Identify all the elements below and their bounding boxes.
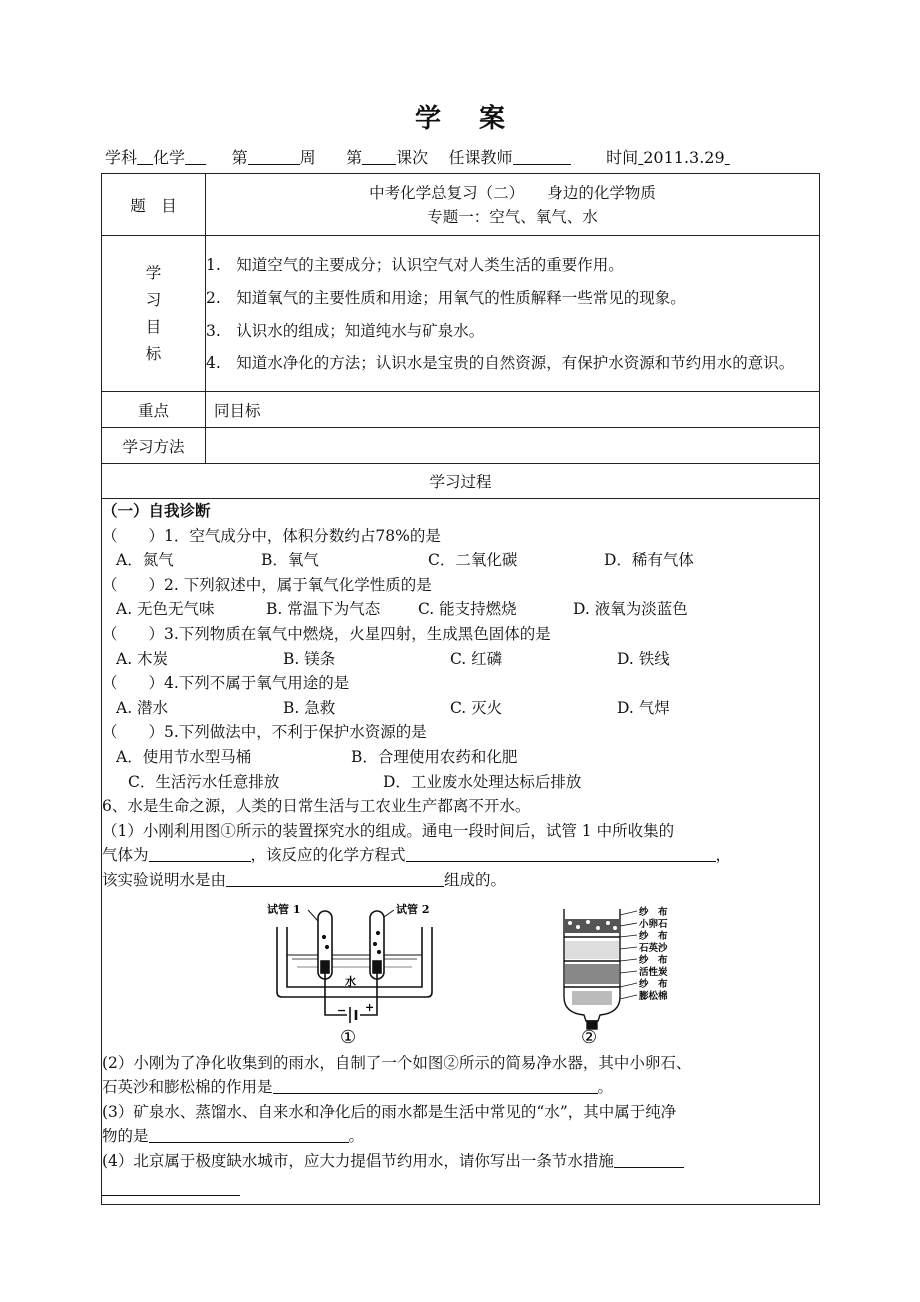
process-row bbox=[102, 499, 820, 1205]
filter-layer-label: 石英沙 bbox=[639, 942, 668, 954]
subject-value: 化学 bbox=[153, 148, 186, 167]
question-3-options bbox=[102, 647, 819, 672]
topic-line-1: 中考化学总复习（二） 身边的化学物质 bbox=[369, 183, 656, 202]
page-title: 学案 bbox=[414, 104, 543, 134]
filter-layer-label: 膨松棉 bbox=[639, 990, 668, 1002]
option[interactable]: C. 灭火 bbox=[450, 698, 503, 717]
option[interactable]: A. 无色无气味 bbox=[116, 600, 215, 619]
teacher-label: 任课教师 bbox=[448, 148, 513, 167]
option[interactable]: A．使用节水型马桶 bbox=[116, 747, 252, 766]
filter-layer-label: 小卵石 bbox=[639, 918, 668, 930]
answer-blank[interactable] bbox=[406, 845, 716, 862]
goal-item: 4. 知道水净化的方法；认识水是宝贵的自然资源，有保护水资源和节约用水的意识。 bbox=[206, 354, 795, 372]
answer-blank[interactable] bbox=[226, 870, 444, 887]
question-6-1-line-b: 气体为 ，该反应的化学方程式 ， bbox=[102, 846, 732, 865]
teacher-blank[interactable] bbox=[513, 148, 571, 165]
goal-item: 3. 认识水的组成；知道纯水与矿泉水。 bbox=[206, 322, 485, 340]
positive-terminal: + bbox=[365, 1000, 375, 1014]
answer-blank[interactable] bbox=[273, 1077, 598, 1094]
week-blank[interactable] bbox=[248, 148, 300, 165]
goals-label: 学 习 目 标 bbox=[102, 236, 206, 392]
option[interactable]: C. 能支持燃烧 bbox=[418, 600, 517, 619]
question-6-3-line-a: (3）矿泉水、蒸馏水、自来水和净化后的雨水都是生活中常见的“水”，其中属于纯净 bbox=[102, 1102, 677, 1121]
subject-label: 学科 bbox=[105, 148, 138, 167]
key-row bbox=[102, 392, 820, 428]
method-label: 学习方法 bbox=[102, 428, 206, 464]
figures-row bbox=[102, 897, 819, 1047]
lesson-suffix: 课次 bbox=[396, 148, 429, 167]
question-6-1-line-c: 该实验说明水是由 组成的。 bbox=[102, 870, 507, 889]
question-6-3-line-b: 物的是 。 bbox=[102, 1127, 365, 1146]
filter-layer-label: 纱 布 bbox=[639, 906, 668, 918]
option[interactable]: D. 液氧为淡蓝色 bbox=[573, 600, 688, 619]
goal-item: 2. 知道氧气的主要性质和用途；用氧气的性质解释一些常见的现象。 bbox=[206, 289, 686, 307]
process-head-row bbox=[102, 464, 820, 499]
filter-layer-label: 活性炭 bbox=[639, 966, 668, 978]
section-heading: （一）自我诊断 bbox=[102, 501, 211, 520]
goals-row bbox=[102, 236, 820, 392]
tube-2-label: 试管 2 bbox=[396, 902, 430, 916]
lesson-blank[interactable] bbox=[362, 148, 396, 165]
process-label: 学习过程 bbox=[102, 464, 820, 499]
option[interactable]: A．氮气 bbox=[116, 551, 174, 570]
header-info-line bbox=[105, 145, 825, 168]
tube-1-label: 试管 1 bbox=[267, 902, 301, 916]
process-cell bbox=[102, 499, 820, 1205]
figure-1-number: ① bbox=[340, 1026, 357, 1047]
option[interactable]: B. 急救 bbox=[283, 698, 336, 717]
question-2: （ ）2. 下列叙述中，属于氧气化学性质的是 bbox=[102, 575, 432, 594]
goals-cell bbox=[206, 236, 820, 392]
water-filter-apparatus bbox=[564, 909, 637, 1029]
question-6-1-line-a: （1）小刚利用图①所示的装置探究水的组成。通电一段时间后，试管 1 中所收集的 bbox=[102, 821, 675, 840]
lesson-plan-table bbox=[101, 173, 820, 1205]
time-label: 时间 bbox=[606, 148, 639, 167]
question-5-options-cd bbox=[102, 770, 819, 795]
option[interactable]: B．氧气 bbox=[261, 551, 319, 570]
topic-line-2: 专题一：空气、氧气、水 bbox=[427, 207, 598, 226]
lesson-prefix: 第 bbox=[346, 148, 363, 167]
week-prefix: 第 bbox=[231, 148, 248, 167]
method-value[interactable] bbox=[206, 428, 820, 464]
question-5-options-ab bbox=[102, 745, 819, 770]
filter-layer-label: 纱 布 bbox=[639, 954, 668, 966]
water-label: 水 bbox=[345, 974, 356, 988]
question-4: （ ）4.下列不属于氧气用途的是 bbox=[102, 674, 350, 693]
question-1-options bbox=[102, 548, 819, 573]
electrolysis-apparatus bbox=[277, 910, 432, 1023]
filter-layer-label: 纱 布 bbox=[639, 978, 668, 990]
question-3: （ ）3.下列物质在氧气中燃烧，火星四射，生成黑色固体的是 bbox=[102, 624, 551, 643]
option[interactable]: B．合理使用农药和化肥 bbox=[351, 747, 518, 766]
option[interactable]: D. 铁线 bbox=[617, 649, 670, 668]
option[interactable]: C. 红磷 bbox=[450, 649, 503, 668]
question-6-2-line-b: 石英沙和膨松棉的作用是 。 bbox=[102, 1078, 614, 1097]
method-row bbox=[102, 428, 820, 464]
filter-layer-label: 纱 布 bbox=[639, 930, 668, 942]
key-value: 同目标 bbox=[206, 392, 820, 428]
option[interactable]: B. 常温下为气态 bbox=[266, 600, 381, 619]
question-6-4-line-b bbox=[102, 1177, 819, 1202]
option[interactable]: D. 气焊 bbox=[617, 698, 670, 717]
question-6-2-line-a: (2）小刚为了净化收集到的雨水，自制了一个如图②所示的简易净水器，其中小卵石、 bbox=[102, 1053, 692, 1072]
goal-item: 1. 知道空气的主要成分；认识空气对人类生活的重要作用。 bbox=[206, 256, 624, 274]
answer-blank[interactable] bbox=[149, 1126, 349, 1143]
topic-label: 题 目 bbox=[102, 174, 206, 236]
negative-terminal: − bbox=[337, 1003, 347, 1017]
answer-blank[interactable] bbox=[102, 1179, 240, 1196]
question-6: 6、水是生命之源，人类的日常生活与工农业生产都离不开水。 bbox=[102, 797, 531, 816]
figure-2-number: ② bbox=[581, 1026, 598, 1047]
option[interactable]: A. 木炭 bbox=[116, 649, 169, 668]
week-suffix: 周 bbox=[299, 148, 316, 167]
answer-blank[interactable] bbox=[149, 845, 251, 862]
question-2-options bbox=[102, 597, 819, 622]
answer-blank[interactable] bbox=[614, 1151, 684, 1168]
option[interactable]: B. 镁条 bbox=[283, 649, 336, 668]
question-4-options bbox=[102, 696, 819, 721]
option[interactable]: C．生活污水任意排放 bbox=[128, 772, 280, 791]
option[interactable]: C．二氧化碳 bbox=[428, 551, 518, 570]
key-label: 重点 bbox=[102, 392, 206, 428]
option[interactable]: D．稀有气体 bbox=[604, 551, 694, 570]
option[interactable]: A. 潜水 bbox=[116, 698, 169, 717]
option[interactable]: D．工业废水处理达标后排放 bbox=[383, 772, 582, 791]
time-value: 2011.3.29 bbox=[643, 148, 725, 167]
topic-row bbox=[102, 174, 820, 236]
experiment-figures bbox=[102, 897, 792, 1047]
question-5: （ ）5.下列做法中，不利于保护水资源的是 bbox=[102, 723, 427, 742]
topic-cell bbox=[206, 174, 820, 236]
question-6-4-line-a: (4）北京属于极度缺水城市，应大力提倡节约用水，请你写出一条节水措施 bbox=[102, 1149, 819, 1174]
question-1: （ ）1．空气成分中，体积分数约占78%的是 bbox=[102, 526, 441, 545]
